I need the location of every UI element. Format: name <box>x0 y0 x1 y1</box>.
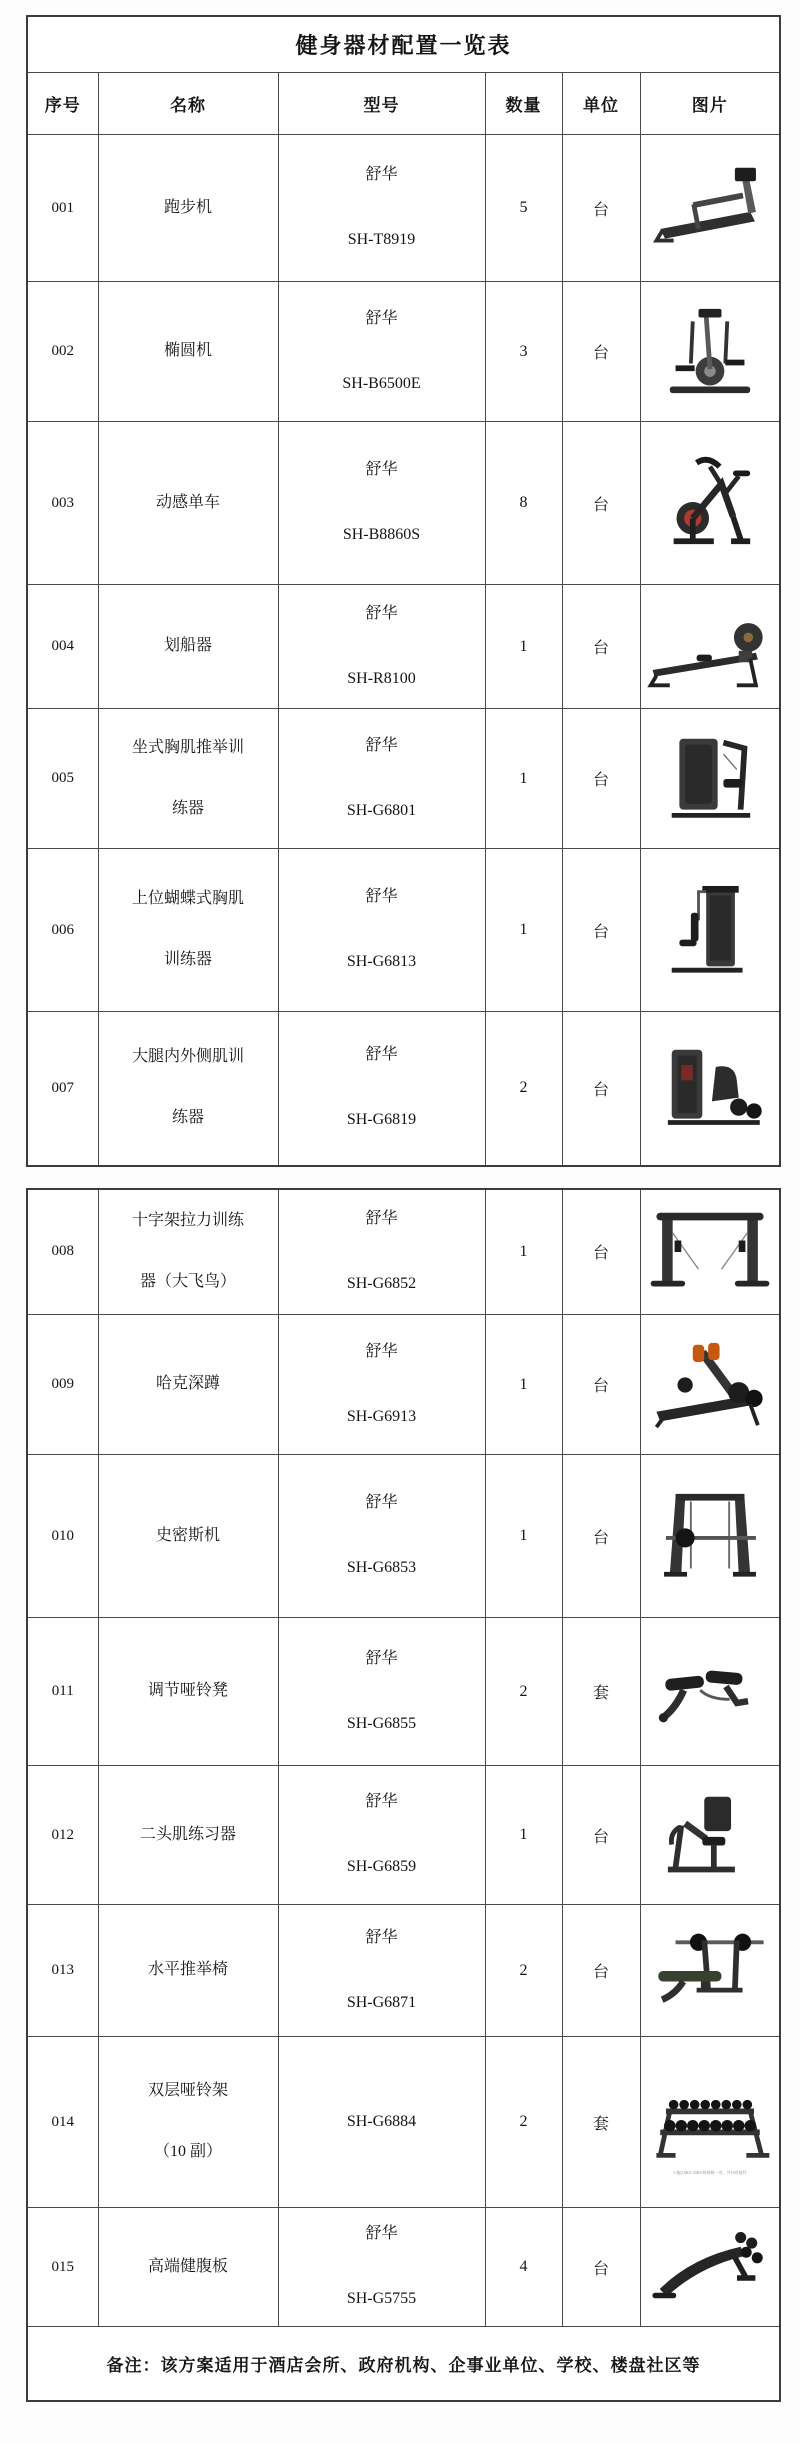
model-cell <box>278 1455 485 1618</box>
brand-label: 舒华 <box>365 888 398 906</box>
model-number: SH-G6853 <box>346 1559 417 1576</box>
equipment-row-008 <box>27 1189 780 1315</box>
page-break-gap <box>26 1167 800 1188</box>
brand-label: 舒华 <box>365 2225 398 2243</box>
brand-label: 舒华 <box>365 604 398 622</box>
model-number: SH-G6855 <box>346 1714 417 1732</box>
row-no: 008 <box>27 1189 98 1315</box>
column-header-5: 单位 <box>562 73 640 135</box>
model-number: SH-G6801 <box>346 801 417 819</box>
row-no: 007 <box>27 1012 98 1166</box>
equipment-table-part1 <box>26 15 781 1167</box>
quantity-value: 2 <box>485 1618 562 1766</box>
model-number: SH-G6852 <box>346 1274 417 1292</box>
equipment-name-line: 坐式胸肌推举训 <box>131 738 244 756</box>
quantity-value: 1 <box>485 849 562 1012</box>
equipment-row-007 <box>27 1012 780 1166</box>
quantity-value: 3 <box>485 282 562 422</box>
equipment-name-line: 水平推举椅 <box>147 1961 228 1979</box>
equipment-row-010 <box>27 1455 780 1618</box>
row-no: 010 <box>27 1455 98 1618</box>
preacher-curl-image <box>643 1784 777 1886</box>
quantity-value: 1 <box>485 1766 562 1905</box>
equipment-photo-cell <box>640 1012 780 1166</box>
equipment-name <box>98 2037 278 2208</box>
brand-label: 舒华 <box>365 1793 398 1811</box>
quantity-value: 1 <box>485 1315 562 1455</box>
model-cell <box>278 1189 485 1315</box>
remark-text: 备注：该方案适用于酒店会所、政府机构、企事业单位、学校、楼盘社区等 <box>27 2327 780 2402</box>
unit-value: 台 <box>562 1315 640 1455</box>
model-cell <box>278 135 485 282</box>
unit-value: 套 <box>562 2037 640 2208</box>
quantity-value: 5 <box>485 135 562 282</box>
unit-value: 台 <box>562 709 640 849</box>
equipment-name-line: 双层哑铃架 <box>147 2082 228 2100</box>
unit-value: 台 <box>562 1189 640 1315</box>
quantity-value: 4 <box>485 2208 562 2327</box>
dumbbell-rack-caption: ＊配2.5KG-25KG每规格一对，共10对哑铃 <box>672 2170 747 2176</box>
equipment-name <box>98 282 278 422</box>
row-no: 006 <box>27 849 98 1012</box>
equipment-name <box>98 1455 278 1618</box>
model-number: SH-G6884 <box>346 2112 417 2130</box>
quantity-value: 1 <box>485 709 562 849</box>
equipment-name-line: 调节哑铃凳 <box>147 1682 228 1700</box>
row-no: 011 <box>27 1618 98 1766</box>
unit-value: 套 <box>562 1618 640 1766</box>
equipment-name-line: 器（大飞鸟） <box>139 1272 236 1290</box>
quantity-value: 2 <box>485 1012 562 1166</box>
unit-value: 台 <box>562 1905 640 2037</box>
column-header-6: 图片 <box>640 73 780 135</box>
unit-value: 台 <box>562 422 640 585</box>
elliptical-image <box>643 301 777 403</box>
column-header-1: 序号 <box>27 73 98 135</box>
model-number: SH-G6913 <box>346 1407 417 1425</box>
column-header-4: 数量 <box>485 73 562 135</box>
equipment-row-012 <box>27 1766 780 1905</box>
unit-value: 台 <box>562 1455 640 1618</box>
model-cell <box>278 585 485 709</box>
equipment-photo-cell <box>640 1905 780 2037</box>
row-no: 004 <box>27 585 98 709</box>
equipment-photo-cell <box>640 1315 780 1455</box>
page-title: 健身器材配置一览表 <box>27 16 780 73</box>
row-no: 013 <box>27 1905 98 2037</box>
equipment-photo-cell <box>640 709 780 849</box>
model-number: SH-B6500E <box>342 374 421 392</box>
model-cell <box>278 2037 485 2208</box>
equipment-name <box>98 1766 278 1905</box>
unit-value: 台 <box>562 1766 640 1905</box>
equipment-photo-cell <box>640 282 780 422</box>
equipment-name <box>98 422 278 585</box>
equipment-name-line: 练器 <box>171 799 204 817</box>
equipment-name-line: 训练器 <box>163 951 212 968</box>
row-no: 014 <box>27 2037 98 2208</box>
model-number: SH-T8919 <box>347 231 416 248</box>
column-header-3: 型号 <box>278 73 485 135</box>
model-number: SH-G6819 <box>346 1111 417 1129</box>
hack-squat-image <box>643 1334 777 1436</box>
model-number: SH-R8100 <box>347 669 416 687</box>
equipment-name <box>98 1618 278 1766</box>
equipment-name <box>98 2208 278 2327</box>
equipment-name-line: 十字架拉力训练 <box>131 1211 244 1229</box>
equipment-name-line: 哈克深蹲 <box>155 1375 220 1393</box>
row-no: 009 <box>27 1315 98 1455</box>
unit-value: 台 <box>562 1012 640 1166</box>
brand-label: 舒华 <box>365 1649 398 1667</box>
model-cell <box>278 1766 485 1905</box>
equipment-name <box>98 849 278 1012</box>
equipment-name <box>98 1012 278 1166</box>
pec-fly-image <box>643 879 777 981</box>
model-number: SH-G6871 <box>346 1993 417 2011</box>
model-number: SH-G6859 <box>346 1858 417 1875</box>
quantity-value: 8 <box>485 422 562 585</box>
row-no: 001 <box>27 135 98 282</box>
equipment-name <box>98 709 278 849</box>
quantity-value: 1 <box>485 585 562 709</box>
column-header-row <box>27 73 780 135</box>
equipment-name <box>98 585 278 709</box>
brand-label: 舒华 <box>365 309 398 327</box>
equipment-photo-cell <box>640 849 780 1012</box>
equipment-row-014 <box>27 2037 780 2208</box>
equipment-name-line: 史密斯机 <box>155 1526 220 1544</box>
brand-label: 舒华 <box>365 736 398 754</box>
remark-row <box>27 2327 780 2402</box>
unit-value: 台 <box>562 585 640 709</box>
quantity-value: 2 <box>485 1905 562 2037</box>
equipment-photo-cell <box>640 2037 780 2208</box>
equipment-name-line: 二头肌练习器 <box>139 1825 236 1843</box>
equipment-name <box>98 135 278 282</box>
brand-label: 舒华 <box>365 166 398 184</box>
equipment-row-001 <box>27 135 780 282</box>
model-number: SH-G5755 <box>346 2290 417 2307</box>
row-no: 002 <box>27 282 98 422</box>
adjustable-bench-image <box>645 1646 774 1738</box>
cable-crossover-image <box>643 1201 777 1303</box>
model-cell <box>278 1012 485 1166</box>
brand-label: 舒华 <box>365 1494 398 1512</box>
chest-press-image <box>643 728 777 830</box>
equipment-name <box>98 1189 278 1315</box>
equipment-row-009 <box>27 1315 780 1455</box>
spin-bike-image <box>643 452 777 554</box>
equipment-name-line: 高端健腹板 <box>147 2257 228 2275</box>
equipment-table-part2 <box>26 1188 781 2403</box>
equipment-photo-cell <box>640 422 780 585</box>
quantity-value: 1 <box>485 1189 562 1315</box>
unit-value: 台 <box>562 135 640 282</box>
equipment-name-line: 练器 <box>171 1109 204 1127</box>
equipment-name-line: 大腿内外侧肌训 <box>131 1048 244 1066</box>
rowing-machine-image <box>643 596 777 698</box>
bench-press-image <box>643 1920 777 2022</box>
equipment-name-line: （10 副） <box>153 2143 222 2160</box>
equipment-name-line: 椭圆机 <box>163 342 212 360</box>
equipment-name-line: 跑步机 <box>163 198 212 216</box>
brand-label: 舒华 <box>365 1342 398 1360</box>
unit-value: 台 <box>562 282 640 422</box>
row-no: 015 <box>27 2208 98 2327</box>
equipment-row-005 <box>27 709 780 849</box>
model-cell <box>278 1618 485 1766</box>
quantity-value: 1 <box>485 1455 562 1618</box>
equipment-row-011 <box>27 1618 780 1766</box>
equipment-name-line: 上位蝴蝶式胸肌 <box>131 890 244 908</box>
equipment-photo-cell <box>640 2208 780 2327</box>
model-cell <box>278 282 485 422</box>
thigh-machine-image <box>643 1037 777 1139</box>
quantity-value: 2 <box>485 2037 562 2208</box>
dumbbell-rack-image <box>643 2068 777 2170</box>
sit-up-board-image <box>645 2221 774 2313</box>
column-header-2: 名称 <box>98 73 278 135</box>
row-no: 003 <box>27 422 98 585</box>
equipment-row-013 <box>27 1905 780 2037</box>
brand-label: 舒华 <box>365 461 398 479</box>
equipment-name-line: 划船器 <box>163 637 212 655</box>
model-cell <box>278 1315 485 1455</box>
title-row <box>27 16 780 73</box>
model-cell <box>278 2208 485 2327</box>
equipment-row-004 <box>27 585 780 709</box>
model-number: SH-G6813 <box>346 953 417 970</box>
equipment-row-015 <box>27 2208 780 2327</box>
model-cell <box>278 849 485 1012</box>
row-no: 005 <box>27 709 98 849</box>
equipment-photo-cell <box>640 1189 780 1315</box>
brand-label: 舒华 <box>365 1209 398 1227</box>
equipment-photo-cell <box>640 1618 780 1766</box>
equipment-row-002 <box>27 282 780 422</box>
smith-machine-image <box>643 1485 777 1587</box>
brand-label: 舒华 <box>365 1928 398 1946</box>
equipment-name <box>98 1315 278 1455</box>
equipment-name <box>98 1905 278 2037</box>
equipment-name-line: 动感单车 <box>155 493 220 511</box>
model-number: SH-B8860S <box>342 526 421 543</box>
treadmill-image <box>643 157 777 259</box>
equipment-photo-cell <box>640 585 780 709</box>
unit-value: 台 <box>562 2208 640 2327</box>
brand-label: 舒华 <box>365 1046 398 1064</box>
model-cell <box>278 422 485 585</box>
equipment-row-006 <box>27 849 780 1012</box>
equipment-row-003 <box>27 422 780 585</box>
equipment-photo-cell <box>640 1766 780 1905</box>
model-cell <box>278 709 485 849</box>
unit-value: 台 <box>562 849 640 1012</box>
equipment-photo-cell <box>640 135 780 282</box>
model-cell <box>278 1905 485 2037</box>
equipment-photo-cell <box>640 1455 780 1618</box>
row-no: 012 <box>27 1766 98 1905</box>
